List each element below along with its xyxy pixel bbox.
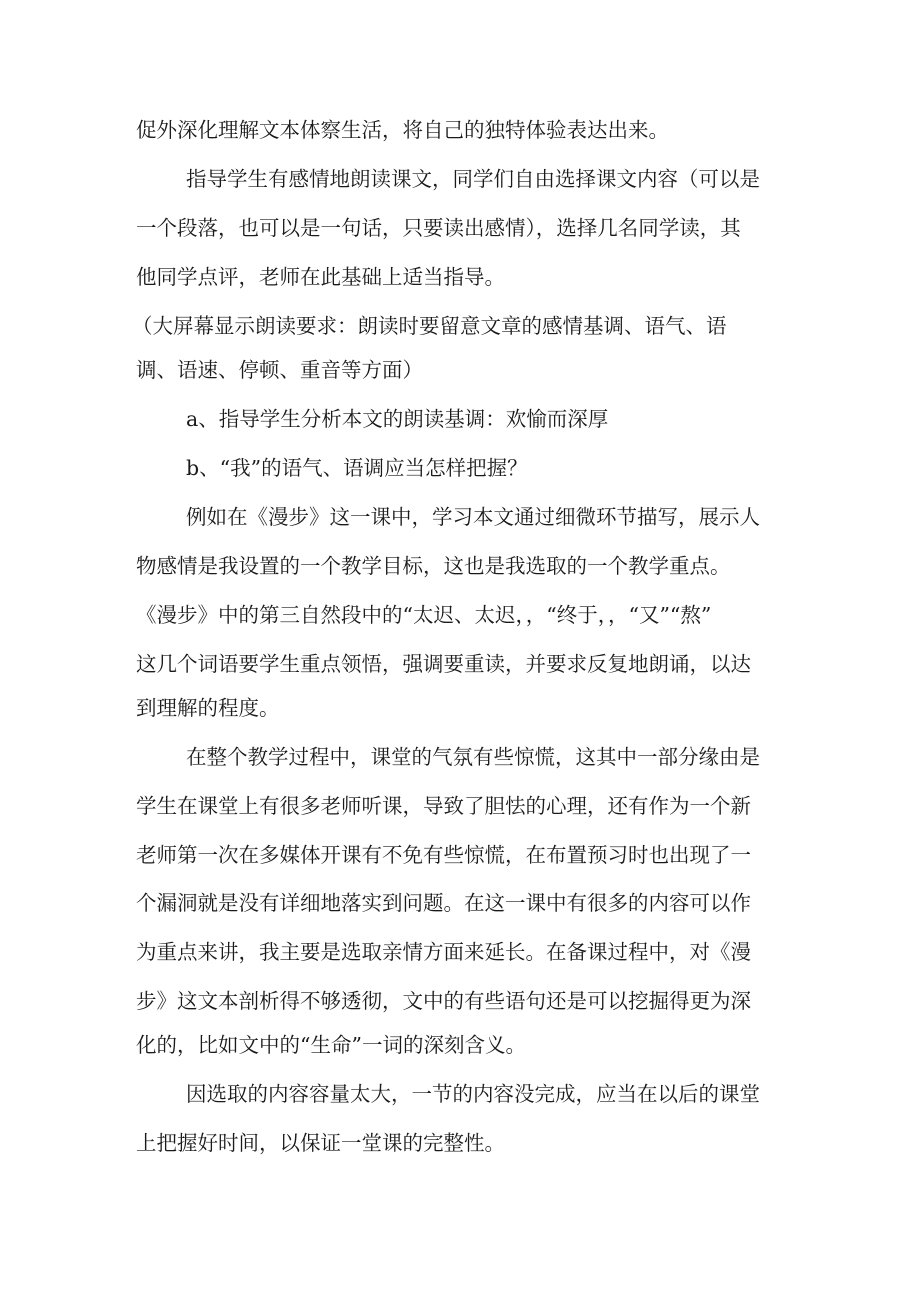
- text-line: 这几个词语要学生重点领悟，强调要重读，并要求反复地朗诵，以达: [136, 652, 751, 676]
- text-line: 物感情是我设置的一个教学目标，这也是我选取的一个教学重点。: [136, 554, 731, 578]
- text-line: 个漏洞就是没有详细地落实到问题。在这一课中有很多的内容可以作: [136, 891, 751, 915]
- text-line: 在整个教学过程中，课堂的气氛有些惊慌，这其中一部分缘由是: [186, 745, 760, 769]
- text-line: （大屏幕显示朗读要求：朗读时要留意文章的感情基调、语气、语: [132, 314, 727, 338]
- text-line: 调、语速、停顿、重音等方面）: [136, 358, 423, 382]
- text-line: 为重点来讲，我主要是选取亲情方面来延长。在备课过程中，对《漫: [136, 940, 751, 964]
- text-line: 因选取的内容容量太大，一节的内容没完成，应当在以后的课堂: [186, 1082, 760, 1106]
- text-line: 上把握好时间，以保证一堂课的完整性。: [136, 1131, 505, 1155]
- text-line: 促外深化理解文本体察生活，将自己的独特体验表达出来。: [136, 118, 669, 142]
- text-line: 指导学生有感情地朗读课文，同学们自由选择课文内容（可以是: [186, 167, 760, 191]
- text-line: b、“我”的语气、语调应当怎样把握？: [186, 456, 528, 480]
- text-line: 老师第一次在多媒体开课有不免有些惊慌，在布置预习时也出现了一: [136, 843, 751, 867]
- text-line: 例如在《漫步》这一课中，学习本文通过细微环节描写，展示人: [186, 505, 760, 529]
- text-line: 《漫步》中的第三自然段中的“太迟、太迟，，“终于，，“又”“熬”: [136, 603, 712, 627]
- text-line: 学生在课堂上有很多老师听课，导致了胆怯的心理，还有作为一个新: [136, 794, 751, 818]
- text-line: 步》这文本剖析得不够透彻，文中的有些语句还是可以挖掘得更为深: [136, 989, 751, 1013]
- text-line: 化的，比如文中的“生命”一词的深刻含义。: [136, 1033, 526, 1057]
- text-line: a、指导学生分析本文的朗读基调：欢愉而深厚: [186, 407, 609, 431]
- text-line: 他同学点评，老师在此基础上适当指导。: [136, 265, 505, 289]
- text-line: 到理解的程度。: [136, 696, 280, 720]
- text-line: 一个段落，也可以是一句话，只要读出感情），选择几名同学读，其: [136, 216, 741, 240]
